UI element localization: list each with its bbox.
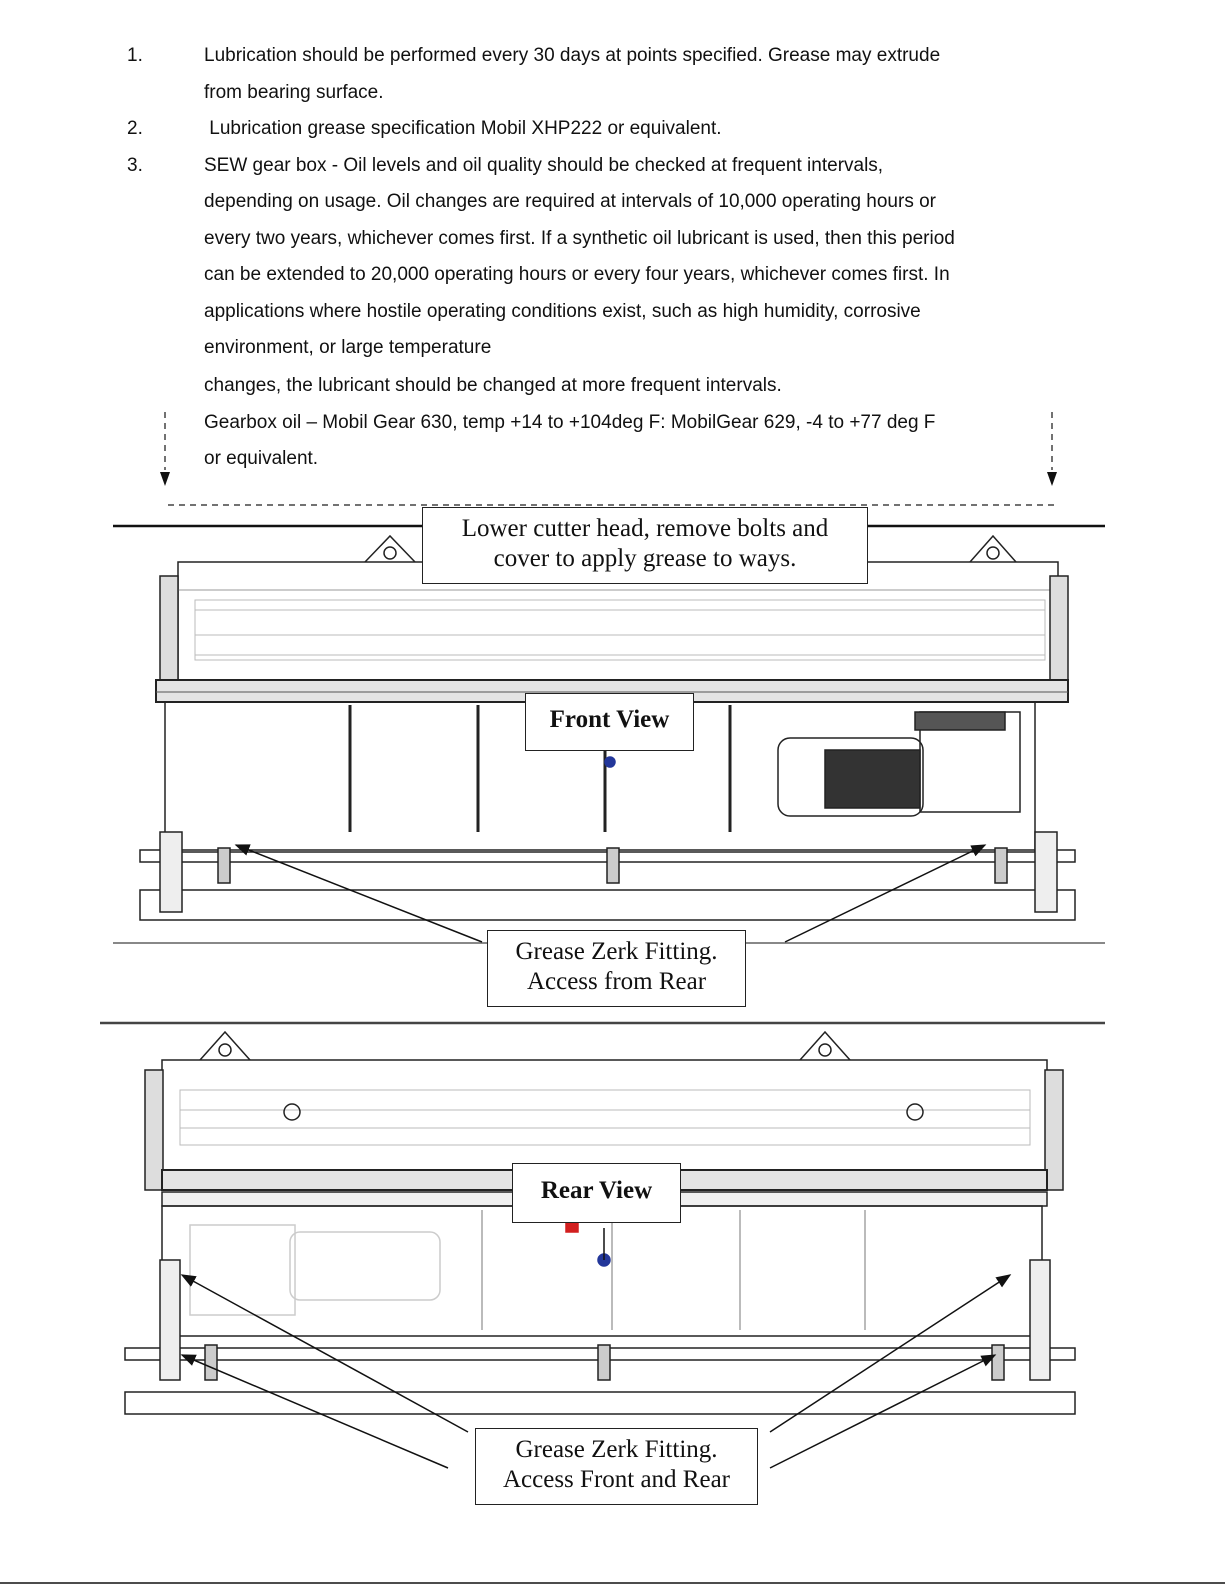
note-3-line-6: environment, or large temperature [204,337,492,358]
note-1-number: 1. [127,45,143,66]
front-view-label: Front View [525,693,694,751]
rear-zerk-arrow-lower-right [770,1355,995,1468]
note-3-line-5: applications where hostile operating conditions exist, such as high humidity, corrosive [204,301,921,322]
rear-zerk-callout [475,1428,758,1505]
rear-zerk-callout-line-2: Access Front and Rear [502,1466,730,1493]
dashed-boundary [165,412,1055,505]
rear-zerk-arrow-lower-left [182,1355,448,1468]
note-3-line-2: depending on usage. Oil changes are required at intervals of 10,000 operating hours or [204,191,936,212]
note-3-line-4: can be extended to 20,000 operating hours or every four years, whichever comes first. In [204,264,950,285]
rear-view-machine [125,1032,1075,1414]
note-1-line-1: Lubrication should be performed every 30 days at points specified. Grease may extrude [204,45,941,66]
note-2-number: 2. [127,118,143,139]
top-callout-line-1: Lower cutter head, remove bolts and [461,515,829,542]
top-callout-line-2: cover to apply grease to ways. [493,545,797,572]
down-arrow-right-icon [1047,472,1057,486]
note-3-line-3: every two years, whichever comes first. If a synthetic oil lubricant is used, then this period [204,228,955,249]
rear-zerk-arrow-upper-left [182,1275,468,1432]
front-zerk-arrow-left [236,845,482,942]
rear-view-label: Rear View [512,1163,681,1223]
rear-zerk-callout-line-1: Grease Zerk Fitting. [515,1436,718,1463]
front-zerk-callout-line-2: Access from Rear [526,968,707,995]
note-3-line-7: changes, the lubricant should be changed at more frequent intervals. [204,375,782,396]
note-1-line-2: from bearing surface. [204,82,384,103]
top-callout [422,507,868,584]
note-3-line-8: Gearbox oil – Mobil Gear 630, temp +14 to +104deg F: MobilGear 629, -4 to +77 deg F [204,412,936,433]
note-3-number: 3. [127,155,143,176]
note-3-line-1: SEW gear box - Oil levels and oil quality should be checked at frequent intervals, [204,155,884,176]
note-3-line-9: or equivalent. [204,448,319,469]
down-arrow-left-icon [160,472,170,486]
front-zerk-callout [487,930,746,1007]
note-2-line-1: Lubrication grease specification Mobil XHP222 or equivalent. [204,118,722,139]
front-zerk-callout-line-1: Grease Zerk Fitting. [515,938,718,965]
front-zerk-arrow-right [785,845,985,942]
